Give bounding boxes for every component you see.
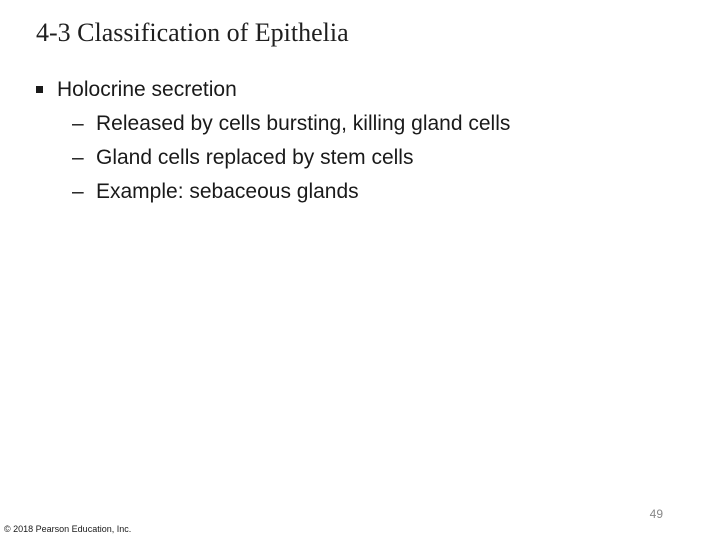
sub-bullet-item	[36, 175, 680, 209]
dash-marker: –	[72, 112, 84, 135]
copyright-notice: © 2018 Pearson Education, Inc.	[4, 524, 132, 534]
slide-title: 4-3 Classification of Epithelia	[36, 18, 349, 47]
bullet-text: Holocrine secretion	[57, 78, 237, 101]
dash-marker: –	[72, 180, 84, 203]
sub-bullet-list	[36, 107, 680, 209]
sub-bullet-text: Example: sebaceous glands	[96, 180, 359, 203]
sub-bullet-item	[36, 107, 680, 141]
sub-bullet-item	[36, 141, 680, 175]
dash-marker: –	[72, 146, 84, 169]
sub-bullet-text: Released by cells bursting, killing gland cells	[96, 112, 511, 135]
page-number: 49	[649, 507, 663, 521]
bullet-item-holocrine	[36, 73, 680, 107]
sub-bullet-text: Gland cells replaced by stem cells	[96, 146, 414, 169]
square-bullet-icon	[36, 86, 43, 93]
slide-content	[36, 73, 680, 209]
